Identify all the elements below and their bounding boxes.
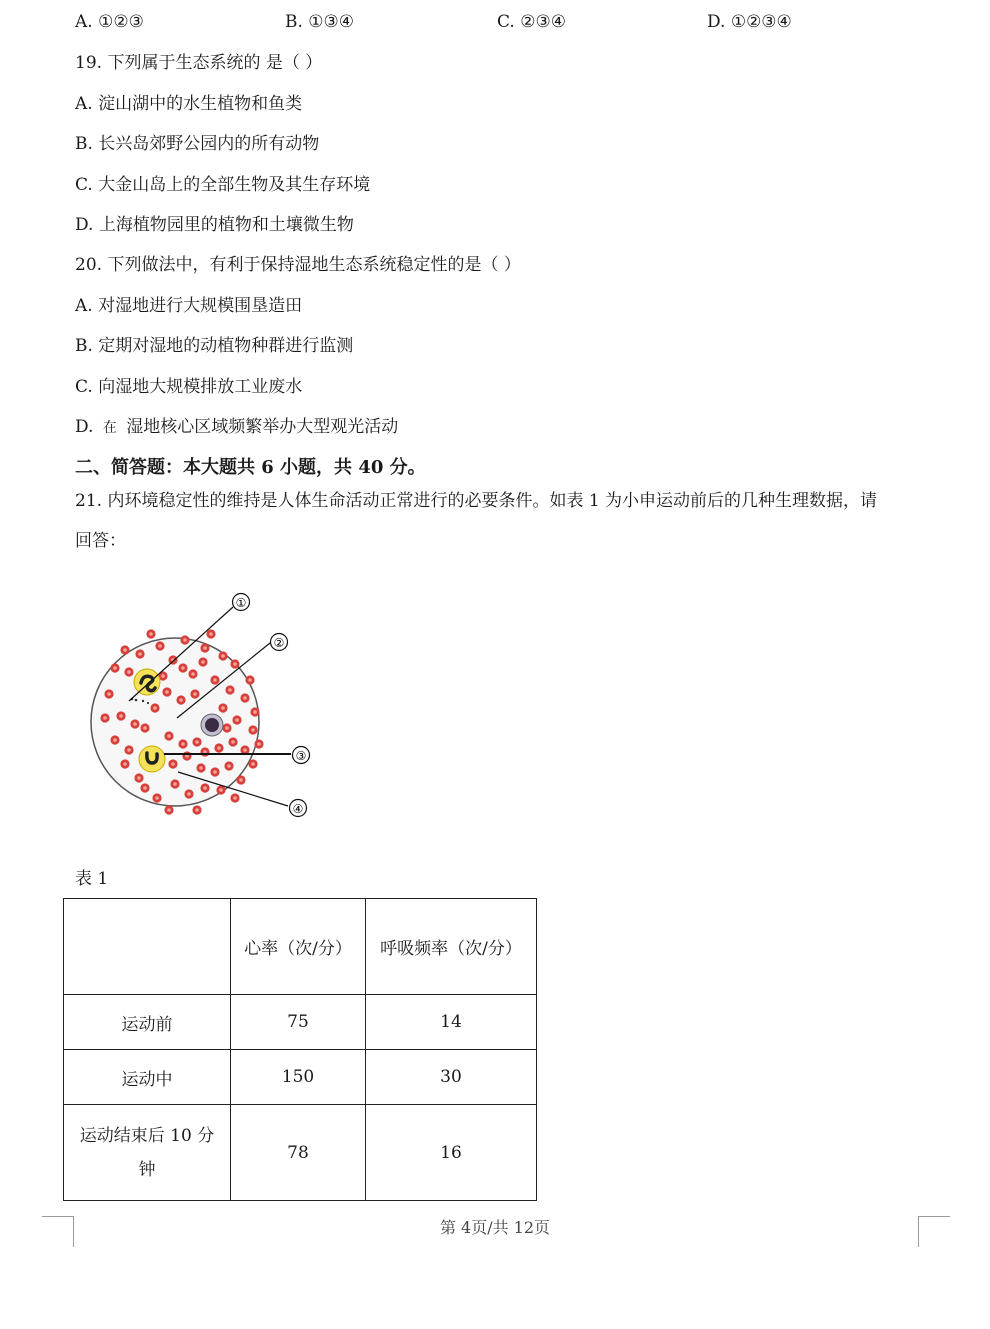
q20-stem: 20. 下列做法中，有利于保持湿地生态系统稳定性的是（ ） xyxy=(75,255,521,275)
q19-option-b: B. 长兴岛郊野公园内的所有动物 xyxy=(75,134,320,154)
svg-text:③: ③ xyxy=(295,749,307,763)
q19-option-c: C. 大金山岛上的全部生物及其生存环境 xyxy=(75,175,371,195)
q18-option-b: B. ①③④ xyxy=(285,12,355,32)
q20-option-d-small: 在 xyxy=(102,420,117,436)
white-blood-cell-2 xyxy=(139,746,165,772)
table-cell-breath: 14 xyxy=(366,995,537,1050)
white-blood-cell-1 xyxy=(134,669,160,695)
q21-stem-line1: 21. 内环境稳定性的维持是人体生命活动正常进行的必要条件。如表 1 为小申运动前后的几种生理数据，请 xyxy=(75,491,878,511)
table-header-heart-rate: 心率（次/分） xyxy=(231,899,366,995)
page-number: 第 4页/共 12页 xyxy=(439,1218,551,1237)
table-cell-breath: 30 xyxy=(366,1050,537,1105)
svg-text:②: ② xyxy=(273,636,285,650)
data-table xyxy=(63,898,537,1201)
q20-option-d-prefix: D. xyxy=(75,417,94,437)
table-cell-heart: 78 xyxy=(231,1105,366,1201)
label-4 xyxy=(290,800,307,817)
svg-text:①: ① xyxy=(235,596,247,610)
q20-option-b: B. 定期对湿地的动植物种群进行监测 xyxy=(75,336,354,356)
label-3 xyxy=(293,747,310,764)
table-cell-heart: 150 xyxy=(231,1050,366,1105)
q20-option-d xyxy=(75,416,398,439)
table-header-breath-rate: 呼吸频率（次/分） xyxy=(366,899,537,995)
label-2 xyxy=(271,634,288,651)
table-row xyxy=(64,1105,537,1201)
table-row xyxy=(64,995,537,1050)
table-cell-label: 运动前 xyxy=(64,995,231,1050)
q20-option-a: A. 对湿地进行大规模围垦造田 xyxy=(75,296,303,316)
q19-option-d: D. 上海植物园里的植物和土壤微生物 xyxy=(75,215,354,235)
section-title: 二、简答题：本大题共 6 小题，共 40 分。 xyxy=(75,457,426,478)
q18-option-c: C. ②③④ xyxy=(497,12,566,32)
q18-option-d: D. ①②③④ xyxy=(707,12,792,32)
table-cell-label xyxy=(64,1105,231,1201)
table-header-row xyxy=(64,899,537,995)
table-header-empty xyxy=(64,899,231,995)
table-cell-breath: 16 xyxy=(366,1105,537,1201)
q19-stem: 19. 下列属于生态系统的 是（ ） xyxy=(75,53,323,73)
white-blood-cell-3 xyxy=(201,714,223,736)
label-1 xyxy=(233,594,250,611)
q20-option-c: C. 向湿地大规模排放工业废水 xyxy=(75,377,303,397)
blood-smear-diagram xyxy=(85,588,325,823)
q19-option-a: A. 淀山湖中的水生植物和鱼类 xyxy=(75,94,303,114)
q18-option-a: A. ①②③ xyxy=(75,12,144,32)
table-caption: 表 1 xyxy=(75,869,109,889)
q20-option-d-text: 湿地核心区域频繁举办大型观光活动 xyxy=(126,417,399,437)
table-cell-label: 运动中 xyxy=(64,1050,231,1105)
svg-text:④: ④ xyxy=(292,802,304,816)
q21-stem-line2: 回答： xyxy=(75,531,126,551)
table-row xyxy=(64,1050,537,1105)
table-cell-heart: 75 xyxy=(231,995,366,1050)
table-cell-label-line1: 运动结束后 10 分 xyxy=(79,1125,215,1146)
table-cell-label-line2: 钟 xyxy=(138,1159,156,1180)
